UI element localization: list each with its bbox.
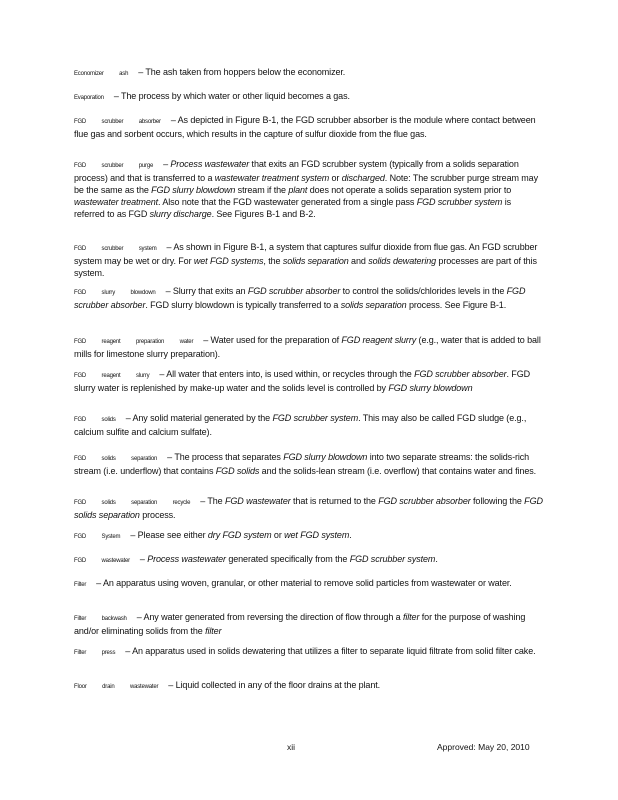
- glossary-definition-text: – All water that enters into, is used within, or recycles through the: [159, 369, 415, 379]
- glossary-definition-text: .: [435, 554, 438, 564]
- glossary-definition-text: into two separate streams: the solids-rich stream (i.e. underflow) that contains: [74, 452, 530, 476]
- glossary-term: FGD slurry blowdown: [74, 290, 156, 296]
- glossary-entry: [74, 90, 544, 104]
- glossary-definition-italic: plant: [288, 185, 308, 195]
- glossary-entry: [74, 577, 544, 591]
- glossary-term: FGD scrubber absorber: [74, 119, 161, 125]
- glossary-definition-text: –: [163, 159, 171, 169]
- glossary-definition-italic: wastewater treatment system: [214, 173, 330, 183]
- page-number: xii: [287, 742, 296, 752]
- glossary-term: FGD System: [74, 534, 121, 540]
- glossary-definition-text: .: [349, 530, 352, 540]
- glossary-entry: [74, 158, 544, 220]
- glossary-definition-text: is referred to as FGD: [74, 197, 512, 219]
- glossary-definition-italic: wastewater treatment: [74, 197, 159, 207]
- glossary-definition-text: or: [271, 530, 285, 540]
- glossary-term: FGD solids: [74, 417, 116, 423]
- glossary-definition-italic: wet FGD system: [284, 530, 350, 540]
- glossary-definition-text: and: [348, 256, 369, 266]
- glossary-definition-text: (e.g., water that is added to ball mills for limestone slurry preparation).: [74, 335, 541, 359]
- glossary-definition-italic: FGD scrubber absorber: [74, 286, 526, 310]
- glossary-entry: [74, 114, 544, 140]
- glossary-definition-italic: FGD slurry blowdown: [388, 383, 473, 393]
- glossary-definition-text: . FGD slurry blowdown is typically transferred to a: [145, 300, 341, 310]
- glossary-definition-italic: filter: [205, 626, 222, 636]
- glossary-term: Filter backwash: [74, 616, 127, 622]
- glossary-term: FGD wastewater: [74, 558, 130, 564]
- glossary-entry: [74, 529, 544, 543]
- glossary-entry: [74, 451, 544, 477]
- glossary-definition-text: – As shown in Figure B-1, a system that captures sulfur dioxide from flue gas. An FGD scrubber system may be wet or dry. For: [74, 242, 538, 266]
- glossary-definition-text: –: [139, 554, 148, 564]
- glossary-term: Floor drain wastewater: [74, 684, 159, 690]
- glossary-definition-text: – Water used for the preparation of: [203, 335, 342, 345]
- glossary-entry: [74, 241, 544, 279]
- glossary-entry: [74, 645, 544, 659]
- glossary-definition-italic: FGD wastewater: [225, 496, 291, 506]
- approval-date: Approved: May 20, 2010: [437, 742, 530, 752]
- glossary-definition-text: – Any solid material generated by the: [125, 413, 273, 423]
- glossary-definition-text: process. See Figure B-1.: [406, 300, 507, 310]
- glossary-definition-italic: FGD slurry blowdown: [283, 452, 368, 462]
- glossary-definition-text: to control the solids/chlorides levels in the: [340, 286, 507, 296]
- glossary-definition-text: . FGD slurry water is replenished by make-up water and the solids level is controlled by: [74, 369, 530, 393]
- glossary-definition-text: that exits an FGD scrubber system (typically from a solids separation process) and that is transferred to a: [74, 159, 519, 183]
- glossary-definition-italic: FGD scrubber absorber: [378, 496, 471, 506]
- glossary-entry: [74, 553, 544, 567]
- glossary-definition-text: – As depicted in Figure B-1, the FGD scrubber absorber is the module where contact between flue gas and sorbent occurs, which results in the capture of sulfur dioxide from the flue gas.: [74, 115, 536, 139]
- glossary-term: Filter press: [74, 650, 116, 656]
- glossary-definition-text: . Also note that the FGD wastewater generated from a single pass: [158, 197, 417, 207]
- glossary-definition-italic: FGD scrubber system: [272, 413, 359, 423]
- glossary-entry: [74, 679, 544, 693]
- glossary-term: FGD scrubber system: [74, 246, 157, 252]
- glossary-term: FGD solids separation: [74, 456, 158, 462]
- glossary-definition-text: that is returned to the: [290, 496, 379, 506]
- glossary-term: Filter: [74, 582, 87, 588]
- glossary-definition-text: . See Figures B-1 and B-2.: [211, 209, 316, 219]
- glossary-term: FGD reagent preparation water: [74, 339, 194, 345]
- glossary-definition-text: – Please see either: [130, 530, 208, 540]
- glossary-definition-text: – The ash taken from hoppers below the economizer.: [138, 67, 346, 77]
- glossary-term: Economizer ash: [74, 71, 129, 77]
- glossary-definition-text: following the: [470, 496, 525, 506]
- glossary-definition-text: processes are part of this system.: [74, 256, 537, 278]
- glossary-definition-text: stream if the: [235, 185, 289, 195]
- glossary-definition-italic: FGD scrubber system: [416, 197, 503, 207]
- glossary-definition-text: for the purpose of washing and/or eliminating solids from the: [74, 612, 526, 636]
- glossary-definition-italic: solids separation: [282, 256, 349, 266]
- glossary-definition-text: – Slurry that exits an: [165, 286, 248, 296]
- glossary-definition-text: process.: [139, 510, 176, 520]
- glossary-definition-text: or: [329, 173, 342, 183]
- glossary-definition-text: – An apparatus using woven, granular, or other material to remove solid particles from wastewater or water.: [96, 578, 512, 588]
- glossary-definition-italic: FGD slurry blowdown: [151, 185, 236, 195]
- glossary-definition-text: generated specifically from the: [225, 554, 350, 564]
- glossary-definition-italic: filter: [402, 612, 420, 622]
- glossary-definition-italic: solids separation: [340, 300, 407, 310]
- glossary-definition-italic: FGD solids: [215, 466, 260, 476]
- glossary-definition-italic: FGD scrubber absorber: [247, 286, 341, 296]
- glossary-entry: [74, 368, 544, 394]
- glossary-definition-text: and the solids-lean stream (i.e. overflow) that contains water and fines.: [259, 466, 537, 476]
- glossary-entry: [74, 334, 544, 360]
- glossary-entry: [74, 285, 544, 311]
- glossary-entry: [74, 611, 544, 637]
- glossary-term: FGD solids separation recycle: [74, 500, 191, 506]
- glossary-definition-text: – The: [200, 496, 225, 506]
- glossary-definition-text: does not operate a solids separation system prior to: [307, 185, 512, 195]
- glossary-definition-italic: discharged: [341, 173, 385, 183]
- glossary-definition-text: . This may also be called FGD sludge (e.g., calcium sulfite and calcium sulfate).: [74, 413, 527, 437]
- glossary-definition-text: , the: [263, 256, 283, 266]
- glossary-definition-italic: FGD scrubber system: [349, 554, 436, 564]
- glossary-definition-text: – An apparatus used in solids dewatering that utilizes a filter to separate liquid filtrate from solid filter cake.: [125, 646, 536, 656]
- glossary-definition-italic: solids dewatering: [368, 256, 437, 266]
- glossary-definition-italic: FGD reagent slurry: [341, 335, 417, 345]
- glossary-definition-italic: Process wastewater: [170, 159, 250, 169]
- glossary-definition-text: . Note: The scrubber purge stream may be the same as the: [74, 173, 538, 195]
- glossary-definition-italic: slurry discharge: [149, 209, 212, 219]
- glossary-definition-text: – The process by which water or other liquid becomes a gas.: [113, 91, 350, 101]
- glossary-definition-text: – Any water generated from reversing the direction of flow through a: [136, 612, 403, 622]
- glossary-definition-italic: FGD solids separation: [74, 496, 543, 520]
- glossary-entry: [74, 66, 544, 80]
- glossary-definition-italic: dry FGD system: [207, 530, 272, 540]
- glossary-definition-italic: wet FGD systems: [193, 256, 264, 266]
- glossary-term: FGD scrubber purge: [74, 163, 154, 169]
- glossary-definition-italic: Process wastewater: [147, 554, 226, 564]
- glossary-term: Evaporation: [74, 95, 104, 101]
- glossary-entry: [74, 412, 544, 438]
- glossary-definition-text: – Liquid collected in any of the floor drains at the plant.: [168, 680, 381, 690]
- glossary-definition-text: – The process that separates: [167, 452, 284, 462]
- glossary-definition-italic: FGD scrubber absorber: [414, 369, 507, 379]
- glossary-entry: [74, 495, 544, 521]
- glossary-term: FGD reagent slurry: [74, 373, 150, 379]
